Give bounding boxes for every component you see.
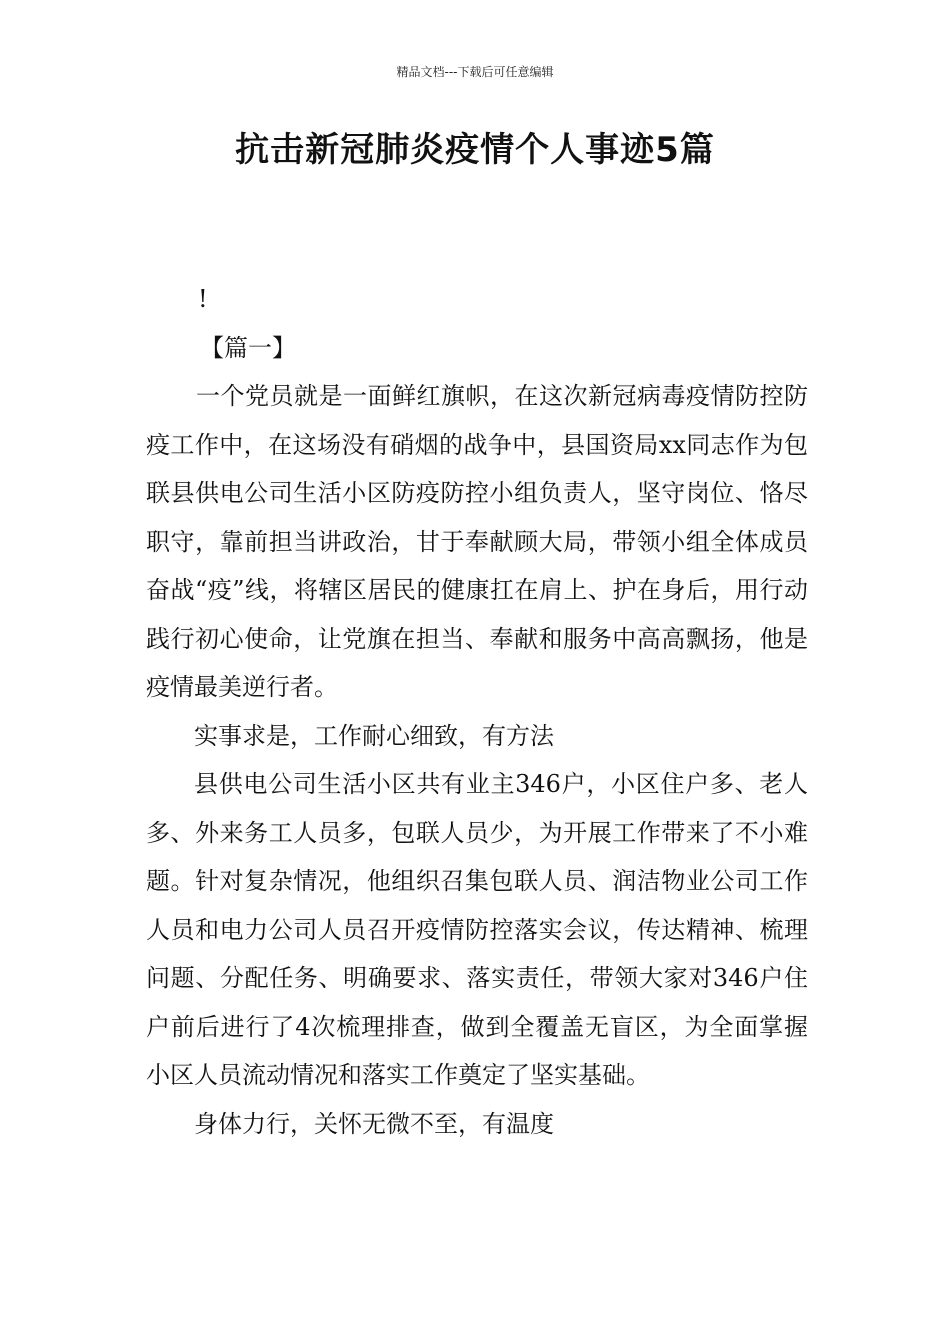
subheading-1: 实事求是，工作耐心细致，有方法 [194,721,554,750]
exclamation-line: ! [198,285,208,313]
page-header: 精品文档---下载后可任意编辑 [396,65,554,79]
document-body [146,275,808,1148]
subheading-2: 身体力行，关怀无微不至，有温度 [194,1109,554,1138]
paragraph-2: 县供电公司生活小区共有业主346户，小区住户多、老人多、外来务工人员多，包联人员少，为开展工作带来了不小难题。针对复杂情况，他组织召集包联人员、润洁物业公司工作人员和电力公司人员召开疫情防控落实会议，传达精神、梳理问题、分配任务、明确要求、落实责任，带领大家对346户住户前后进行了4次梳理排查，做到全覆盖无盲区，为全面掌握小区人员流动情况和落实工作奠定了坚实基础。 [146,770,808,1089]
document-title: 抗击新冠肺炎疫情个人事迹5篇 [235,130,715,170]
section-heading: 【篇一】 [200,333,296,362]
paragraph-1: 一个党员就是一面鲜红旗帜，在这次新冠病毒疫情防控防疫工作中，在这场没有硝烟的战争中，县国资局xx同志作为包联县供电公司生活小区防疫防控小组负责人，坚守岗位、恪尽职守，靠前担当讲政治，甘于奉献顾大局，带领小组全体成员奋战“疫”线，将辖区居民的健康扛在肩上、护在身后，用行动践行初心使命，让党旗在担当、奉献和服务中高高飘扬，他是疫情最美逆行者。 [146,382,808,701]
